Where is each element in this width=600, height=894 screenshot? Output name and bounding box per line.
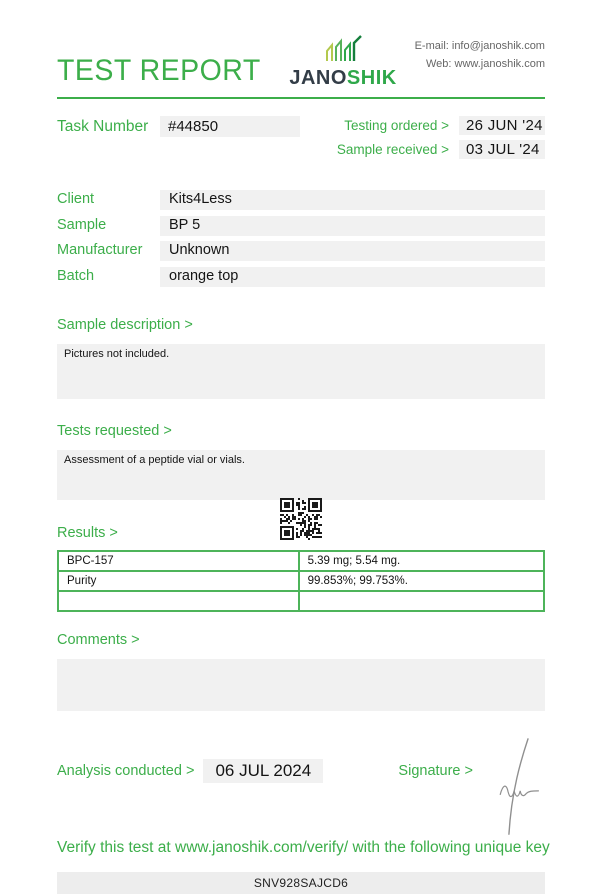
table-row: [58, 591, 544, 611]
table-row: [58, 571, 544, 591]
qr-code-icon: [280, 498, 322, 540]
client-value: Kits4Less: [160, 190, 545, 210]
tests-requested-box: Assessment of a peptide vial or vials.: [57, 450, 545, 500]
manufacturer-label: Manufacturer: [57, 242, 143, 258]
task-number-label: Task Number: [57, 117, 149, 135]
comments-heading: Comments >: [57, 631, 140, 648]
task-number-value: #44850: [160, 116, 300, 137]
batch-value: orange top: [160, 267, 545, 287]
client-row: [57, 190, 545, 210]
contact-info: [415, 37, 545, 73]
dates-block: [337, 116, 545, 164]
verify-instruction: Verify this test at www.janoshik.com/verify/ with the following unique key: [57, 838, 550, 856]
sample-label: Sample: [57, 216, 107, 233]
result-name: Purity: [58, 571, 299, 591]
sample-value: BP 5: [160, 216, 545, 236]
testing-ordered-value: 26 JUN '24: [459, 116, 545, 135]
unique-key-value: SNV928SAJCD6: [57, 872, 545, 894]
sample-received-row: [337, 140, 545, 159]
comments-box: [57, 659, 545, 711]
janoshik-logo: [289, 35, 396, 88]
result-value: 5.39 mg; 5.54 mg.: [299, 551, 544, 571]
header: [57, 26, 545, 88]
result-name: BPC-157: [58, 551, 299, 571]
sample-description-heading: Sample description >: [57, 316, 193, 333]
manufacturer-row: [57, 241, 545, 261]
tests-requested-heading: Tests requested >: [57, 422, 172, 439]
analysis-conducted-label: Analysis conducted >: [57, 762, 195, 779]
results-heading: Results >: [57, 524, 118, 541]
sample-row: [57, 216, 545, 236]
analysis-signature-row: [57, 759, 545, 783]
results-header: [57, 500, 545, 546]
logo-part-green: SHIK: [346, 67, 397, 89]
task-number-row: [57, 116, 300, 137]
result-value: 99.853%; 99.753%.: [299, 571, 544, 591]
signature-block: [398, 763, 545, 779]
page-title: TEST REPORT: [57, 54, 261, 87]
sample-received-label: Sample received >: [336, 142, 449, 157]
task-section: [57, 116, 545, 164]
signature-scribble: [489, 734, 541, 840]
sample-received-value: 03 JUL '24: [459, 140, 545, 159]
signature-label: Signature >: [398, 762, 473, 779]
header-divider: [57, 97, 545, 99]
results-table: [57, 550, 545, 612]
client-label: Client: [57, 191, 95, 207]
logo-part-dark: JANO: [289, 67, 347, 89]
result-name: [58, 591, 299, 611]
logo-wordmark: [289, 68, 396, 88]
testing-ordered-label: Testing ordered >: [344, 118, 449, 133]
sample-info-block: [57, 190, 545, 287]
testing-ordered-row: [337, 116, 545, 135]
growth-chart-icon: [321, 35, 365, 68]
contact-web: Web: www.janoshik.com: [425, 58, 545, 70]
batch-label: Batch: [57, 267, 95, 284]
sample-description-box: Pictures not included.: [57, 344, 545, 399]
batch-row: [57, 267, 545, 287]
table-row: [58, 551, 544, 571]
result-value: [299, 591, 544, 611]
manufacturer-value: Unknown: [160, 241, 545, 261]
analysis-date-value: 06 JUL 2024: [203, 759, 323, 783]
contact-email: E-mail: info@janoshik.com: [414, 39, 545, 52]
